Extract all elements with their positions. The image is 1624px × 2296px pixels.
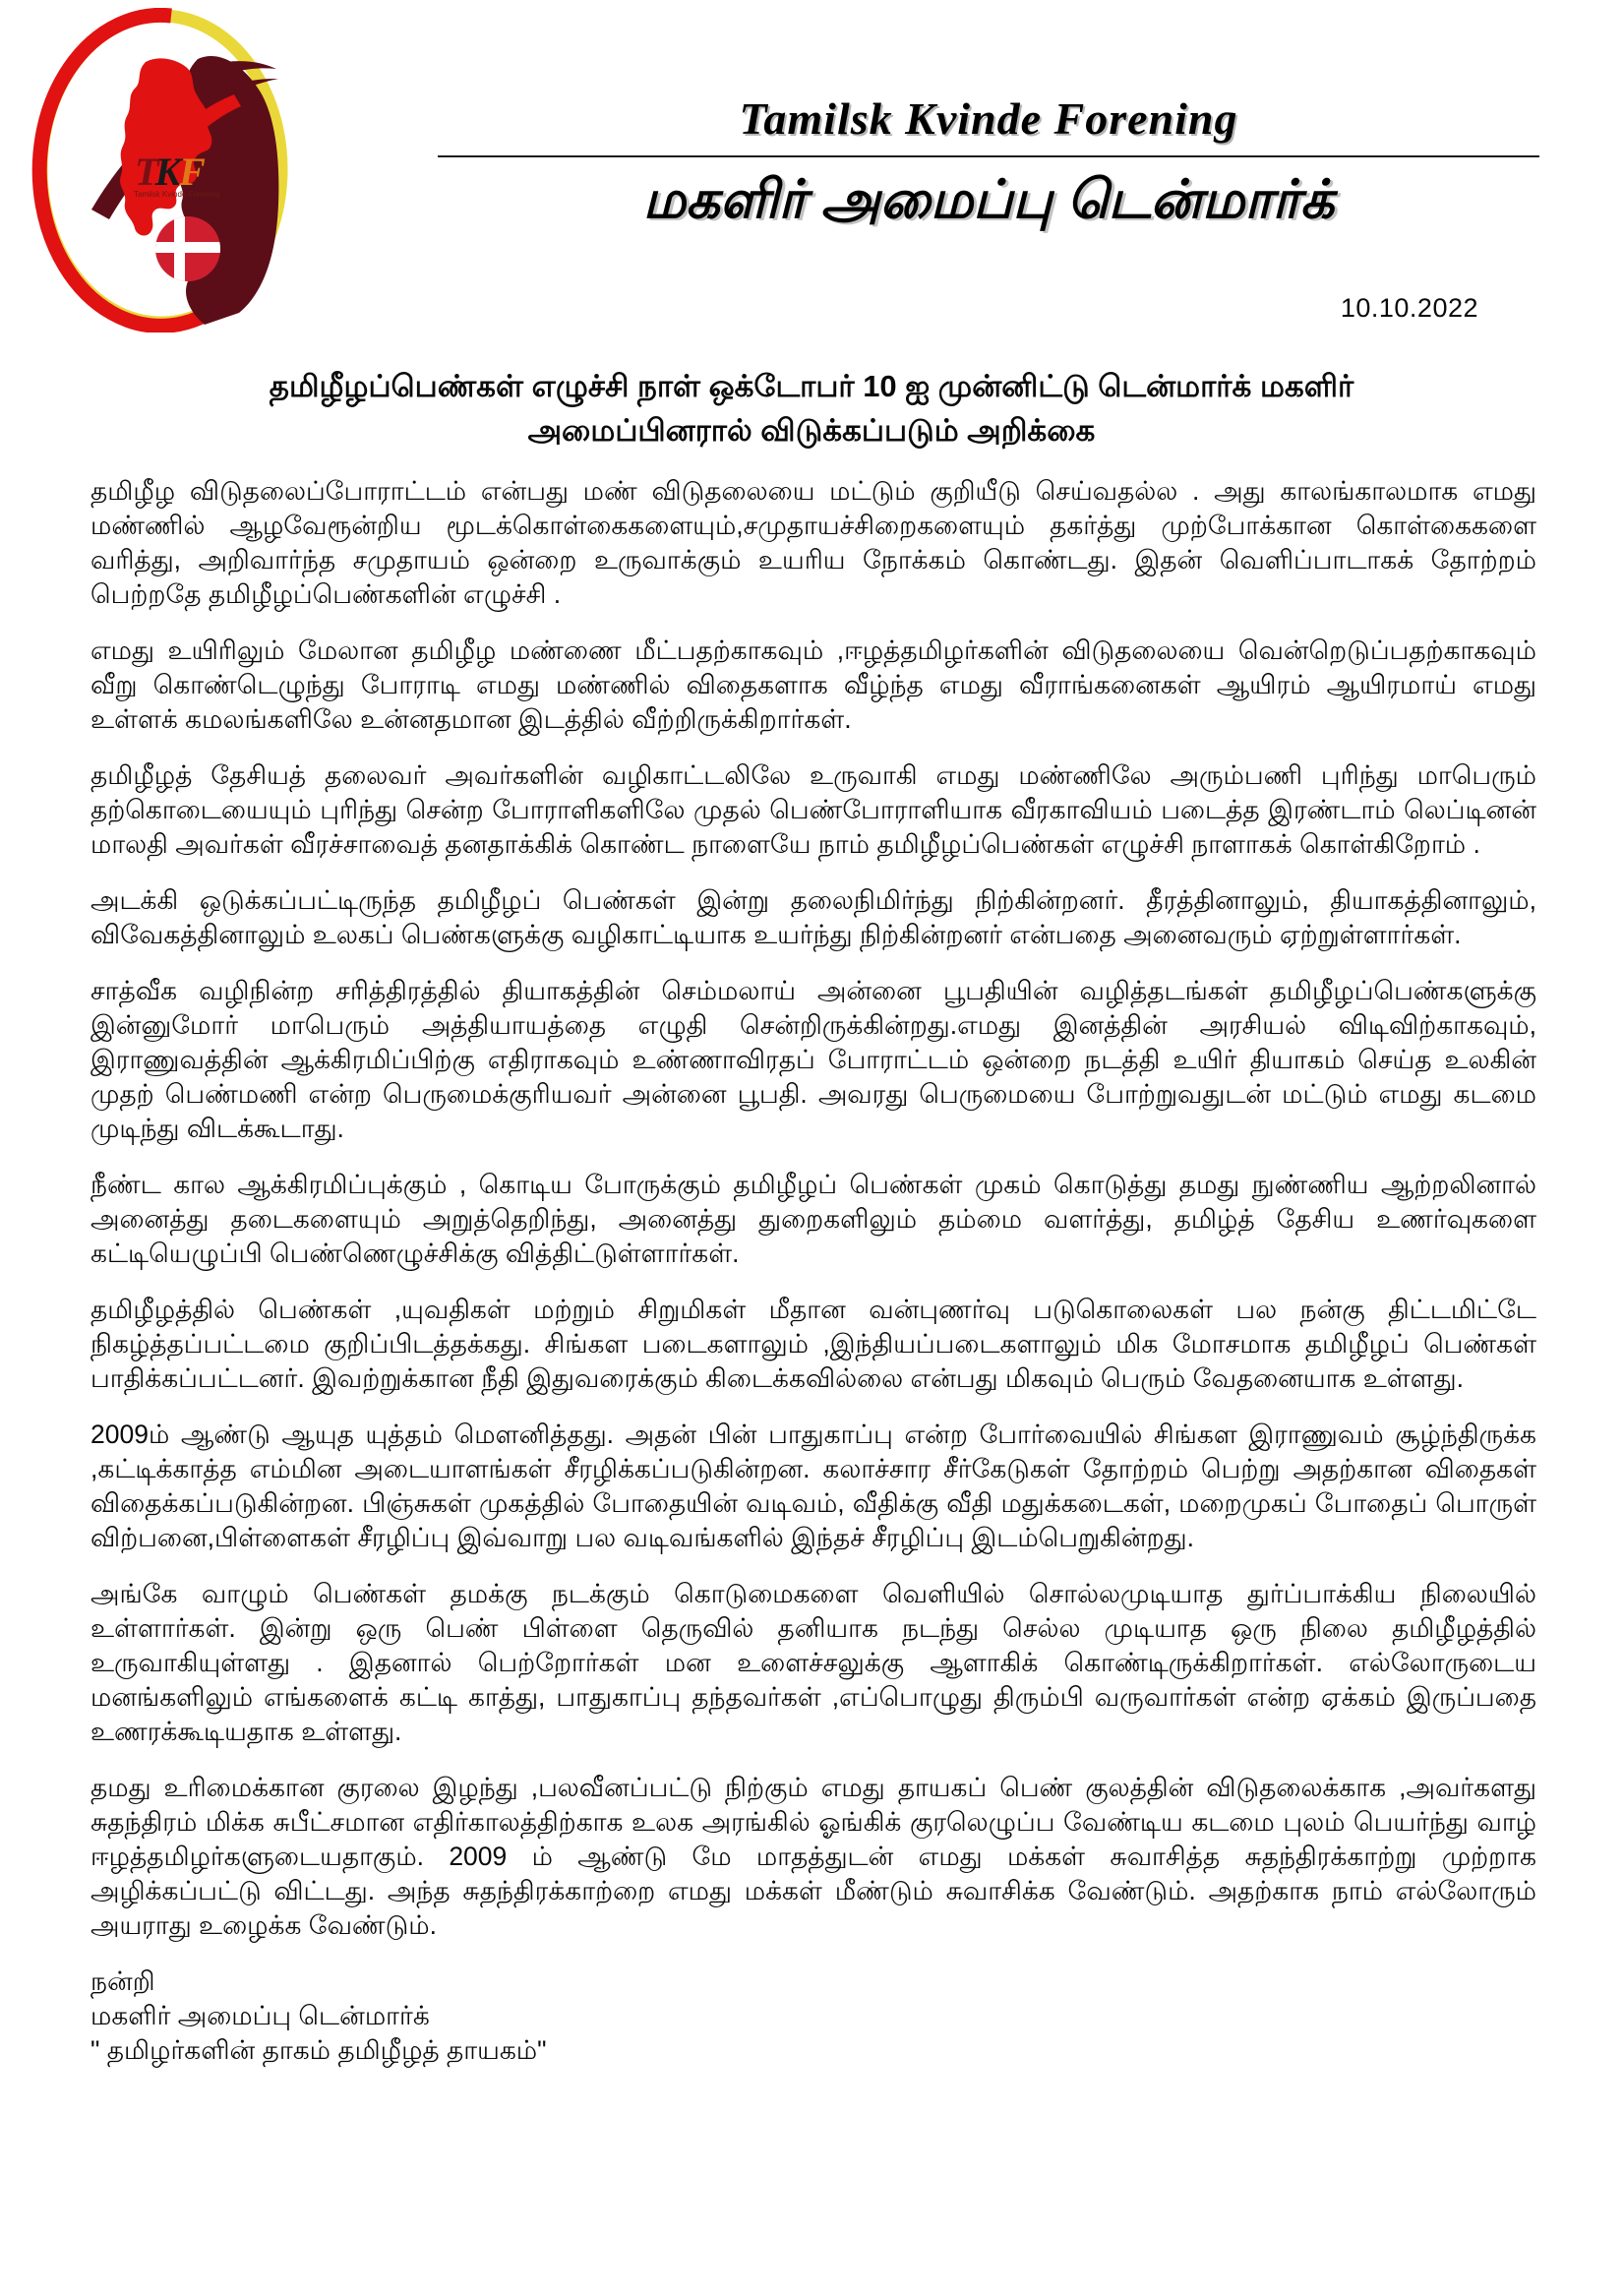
document-title [157,364,1466,453]
closing-block [90,1964,1536,2068]
paragraph: அங்கே வாழும் பெண்கள் தமக்கு நடக்கும் கொடுமைகளை வெளியில் சொல்லமுடியாத துர்ப்பாக்கிய நிலையில் உள்ளார்கள். இன்று ஒரு பெண் பிள்ளை தெருவில் தனியாக நடந்து செல்ல முடியாத ஒரு நிலை தமிழீழத்தில் உருவாகியுள்ளது . இதனால் பெற்றோர்கள் மன உளைச்சலுக்கு ஆளாகிக் கொண்டிருக்கிறார்கள். எல்லோருடைய மனங்களிலும் எங்களைக் கட்டி காத்து, பாதுகாப்பு தந்தவர்கள் ,எப்பொழுது திரும்பி வருவார்கள் என்ற ஏக்கம் இருப்பதை உணரக்கூடியதாக உள்ளது. [90,1579,1536,1746]
header-divider [438,155,1539,157]
paragraph: நீண்ட கால ஆக்கிரமிப்புக்கும் , கொடிய போருக்கும் தமிழீழப் பெண்கள் முகம் கொடுத்து தமது நுண்ணிய ஆற்றலினால் அனைத்து தடைகளையும் அறுத்தெறிந்து, அனைத்து துறைகளிலும் தம்மை வளர்த்து, தமிழ்த் தேசிய உணர்வுகளை கட்டியெழுப்பி பெண்ணெழுச்சிக்கு வித்திட்டுள்ளார்கள். [90,1170,1536,1268]
paragraph: சாத்வீக வழிநின்ற சரித்திரத்தில் தியாகத்தின் செம்மலாய் அன்னை பூபதியின் வழித்தடங்கள் தமிழீழப்பெண்களுக்கு இன்னுமோர் மாபெரும் அத்தியாயத்தை எழுதி சென்றிருக்கின்றது.எமது இனத்தின் அரசியல் விடிவிற்காகவும், இராணுவத்தின் ஆக்கிரமிப்பிற்கு எதிராகவும் உண்ணாவிரதப் போராட்டம் ஒன்றை நடத்தி உயிர் தியாகம் செய்த உலகின் முதற் பெண்மணி என்ற பெருமைக்குரியவர் அன்னை பூபதி. அவரது பெருமையை போற்றுவதுடன் மட்டும் எமது கடமை முடிந்து விடக்கூடாது. [90,976,1536,1143]
paragraph: தமிழீழத் தேசியத் தலைவர் அவர்களின் வழிகாட்டலிலே உருவாகி எமது மண்ணிலே அரும்பணி புரிந்து மாபெரும் தற்கொடையையும் புரிந்து சென்ற போராளிகளிலே முதல் பெண்போராளியாக வீரகாவியம் படைத்த இரண்டாம் லெப்டினன் மாலதி அவர்கள் வீரச்சாவைத் தனதாக்கிக் கொண்ட நாளையே நாம் தமிழீழப்பெண்கள் எழுச்சி நாளாகக் கொள்கிறோம் . [90,760,1536,859]
closing-motto: " தமிழர்களின் தாகம் தமிழீழத் தாயகம்" [90,2035,547,2065]
document-title-line1: தமிழீழப்பெண்கள் எழுச்சி நாள் ஒக்டோபர் 10 ஐ முன்னிட்டு டென்மார்க் மகளிர் [269,369,1354,403]
paragraph: 2009ம் ஆண்டு ஆயுத யுத்தம் மௌனித்தது. அதன் பின் பாதுகாப்பு என்ற போர்வையில் சிங்கள இராணுவம் சூழ்ந்திருக்க ,கட்டிக்காத்த எம்மின அடையாளங்கள் சீரழிக்கப்படுகின்றன. கலாச்சார சீர்கேடுகள் தோற்றம் பெற்று அதற்கான விதைகள் விதைக்கப்படுகின்றன. பிஞ்சுகள் முகத்தில் போதையின் வடிவம், வீதிக்கு வீதி மதுக்கடைகள், மறைமுகப் போதைப் பொருள் விற்பனை,பிள்ளைகள் சீரழிப்பு இவ்வாறு பல வடிவங்களில் இந்தச் சீரழிப்பு இடம்பெறுகின்றது. [90,1420,1536,1552]
paragraph: தமது உரிமைக்கான குரலை இழந்து ,பலவீனப்பட்டு நிற்கும் எமது தாயகப் பெண் குலத்தின் விடுதலைக்காக ,அவர்களது சுதந்திரம் மிக்க சுபீட்சமான எதிர்காலத்திற்காக உலக அரங்கில் ஓங்கிக் குரலெழுப்ப வேண்டிய கடமை புலம் பெயர்ந்து வாழ் ஈழத்தமிழர்களுடையதாகும். 2009 ம் ஆண்டு மே மாதத்துடன் எமது மக்கள் சுவாசித்த சுதந்திரக்காற்று முற்றாக அழிக்கப்பட்டு விட்டது. அந்த சுதந்திரக்காற்றை எமது மக்கள் மீண்டும் சுவாசிக்க வேண்டும். அதற்காக நாம் எல்லோரும் அயராது உழைக்க வேண்டும். [90,1773,1536,1940]
tkf-logo-icon [31,8,289,332]
org-name-latin: Tamilsk Kvinde Forening [739,93,1238,144]
document-date: 10.10.2022 [1340,293,1478,323]
paragraph: தமிழீழ விடுதலைப்போராட்டம் என்பது மண் விடுதலையை மட்டும் குறியீடு செய்வதல்ல . அது காலங்காலமாக எமது மண்ணில் ஆழவேரூன்றிய மூடக்கொள்கைகளையும்,சமுதாயச்சிறைகளையும் தகர்த்து முற்போக்கான கொள்கைகளை வரித்து, அறிவார்ந்த சமுதாயம் ஒன்றை உருவாக்கும் உயரிய நோக்கம் கொண்டது. இதன் வெளிப்பாடாகக் தோற்றம் பெற்றதே தமிழீழப்பெண்களின் எழுச்சி . [90,476,1536,609]
org-name-tamil: மகளிர் அமைப்பு டென்மார்க் [642,169,1335,229]
closing-signature: மகளிர் அமைப்பு டென்மார்க் [90,2001,430,2030]
document-body [90,474,1536,2068]
paragraph: அடக்கி ஒடுக்கப்பட்டிருந்த தமிழீழப் பெண்கள் இன்று தலைநிமிர்ந்து நிற்கின்றனர். தீரத்தினாலும், தியாகத்தினாலும், விவேகத்தினாலும் உலகப் பெண்களுக்கு வழிகாட்டியாக உயர்ந்து நிற்கின்றனர் என்பதை அனைவரும் ஏற்றுள்ளார்கள். [90,885,1536,949]
letterhead [438,91,1539,233]
document-title-line2: அமைப்பினரால் விடுக்கப்படும் அறிக்கை [527,413,1096,448]
closing-thanks: நன்றி [90,1966,155,1996]
logo-danish-flag-icon [155,216,220,281]
paragraph: தமிழீழத்தில் பெண்கள் ,யுவதிகள் மற்றும் சிறுமிகள் மீதான வன்புணர்வு படுகொலைகள் பல நன்கு திட்டமிட்டே நிகழ்த்தப்பட்டமை குறிப்பிடத்தக்கது. சிங்கள படைகளாலும் ,இந்தியப்படைகளாலும் மிக மோசமாக தமிழீழப் பெண்கள் பாதிக்கப்பட்டனர். இவற்றுக்கான நீதி இதுவரைக்கும் கிடைக்கவில்லை என்பது மிகவும் பெரும் வேதனையாக உள்ளது. [90,1295,1536,1393]
logo-caption: Tamilsk Kvinde Forening [134,190,220,199]
paragraph: எமது உயிரிலும் மேலான தமிழீழ மண்ணை மீட்பதற்காகவும் ,ஈழத்தமிழர்களின் விடுதலையை வென்றெடுப்பதற்காகவும் வீறு கொண்டெழுந்து போராடி எமது மண்ணில் விதைகளாக வீழ்ந்த எமது வீராங்கனைகள் ஆயிரம் ஆயிரமாய் எமது உள்ளக் கமலங்களிலே உன்னதமான இடத்தில் வீற்றிருக்கிறார்கள். [90,635,1536,734]
tkf-logo [31,8,289,332]
logo-acronym: TKF [135,150,206,194]
